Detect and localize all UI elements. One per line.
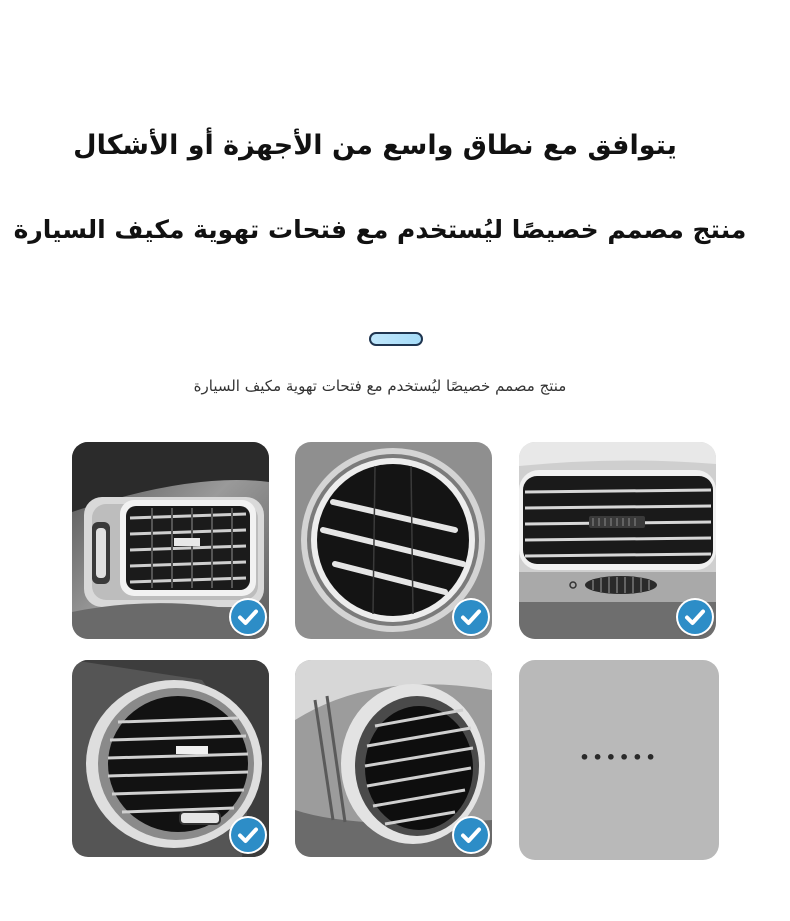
section-indicator: [369, 332, 423, 346]
vent-tile-round-angled: [295, 660, 492, 857]
checkmark-icon: [231, 600, 265, 634]
checkmark-icon: [454, 818, 488, 852]
checkmark-icon: [678, 600, 712, 634]
more-options-tile: [519, 660, 719, 860]
vent-tile-rectangular-left: [72, 442, 269, 639]
vent-tile-round-center: [295, 442, 492, 639]
checkmark-icon: [231, 818, 265, 852]
checkmark-badge: [231, 600, 265, 634]
more-dots-icon: ••••••: [579, 748, 659, 767]
headline-compatibility: يتوافق مع نطاق واسع من الأجهزة أو الأشكال: [73, 130, 677, 161]
caption-text: منتج مصمم خصيصًا ليُستخدم مع فتحات تهوية مكيف السيارة: [193, 377, 567, 395]
checkmark-badge: [678, 600, 712, 634]
checkmark-badge: [231, 818, 265, 852]
checkmark-icon: [454, 600, 488, 634]
checkmark-badge: [454, 600, 488, 634]
checkmark-badge: [454, 818, 488, 852]
headline-vent-design: منتج مصمم خصيصًا ليُستخدم مع فتحات تهوية مكيف السيارة: [13, 215, 747, 244]
vent-tile-wide-right: [519, 442, 716, 639]
vent-tile-round-horizontal: [72, 660, 269, 857]
